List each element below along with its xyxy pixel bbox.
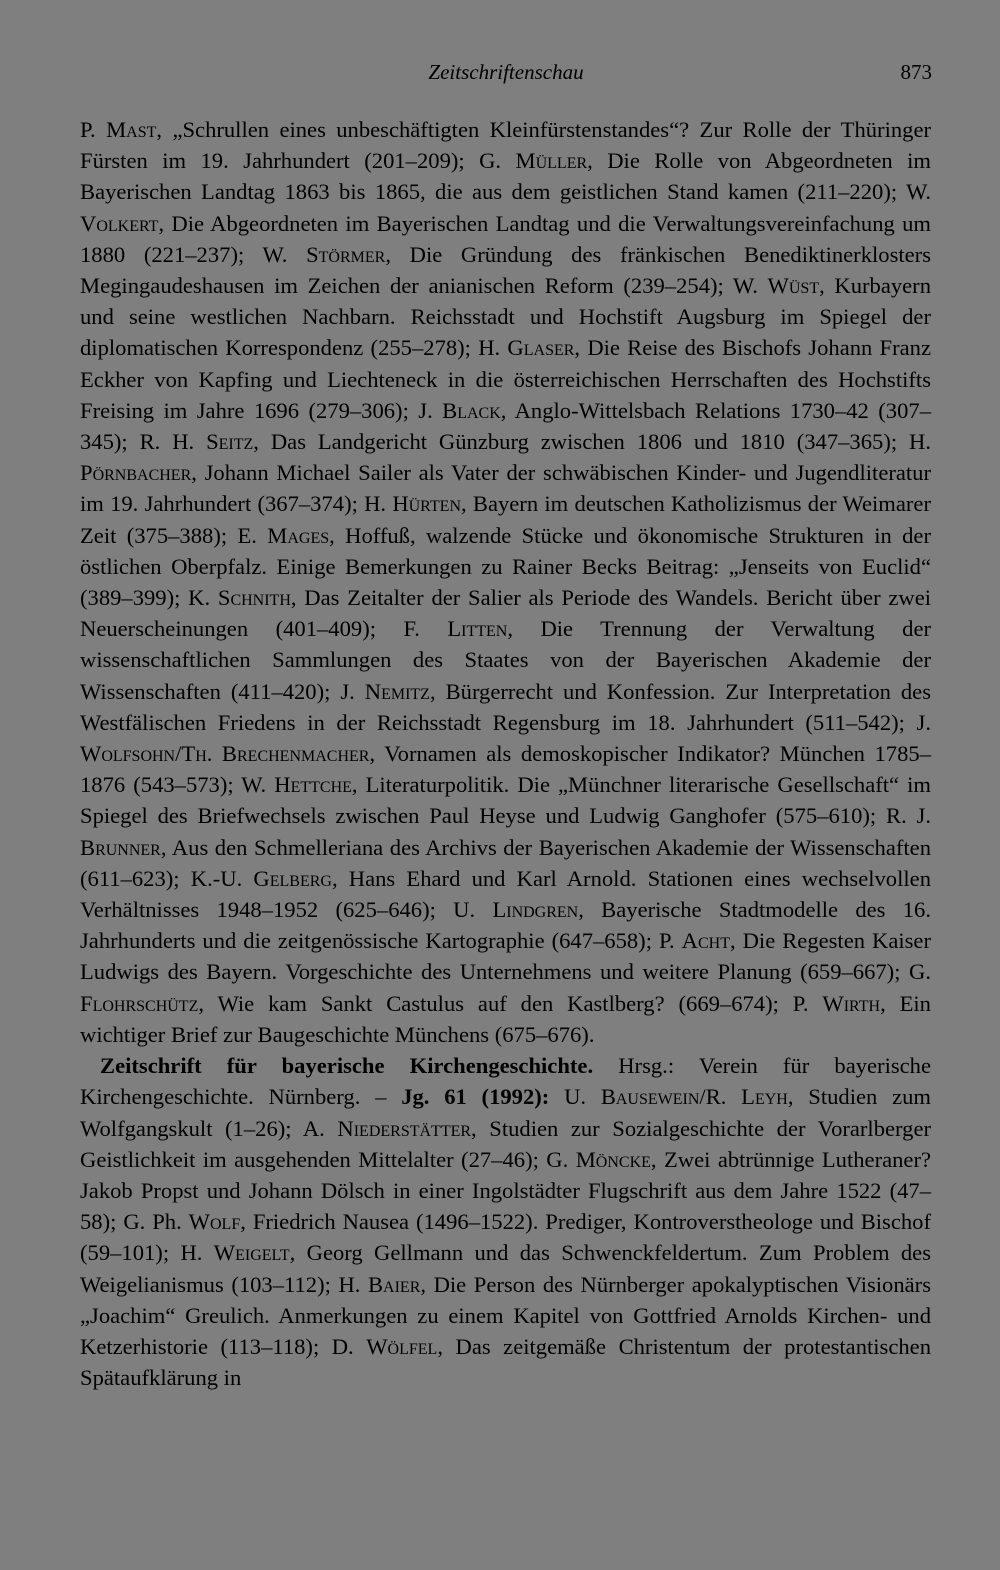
author-name: Lindgren	[492, 897, 579, 923]
author-name: Litten	[447, 616, 508, 642]
page-header	[80, 60, 932, 92]
text-run: , Aus den Schmelleriana des Archivs der Bayerischen Akademie der Wissenschaften (611–623); K.-U.	[80, 834, 931, 891]
text-run: , Bayern im deutschen Katholizismus der Weimarer Zeit (375–388); E.	[80, 491, 931, 548]
author-name: Black	[442, 397, 501, 423]
author-name: Wolf	[188, 1209, 241, 1235]
author-name: Nemitz	[364, 678, 430, 704]
author-name: Störmer	[306, 241, 386, 267]
author-name: Schnith	[217, 585, 291, 611]
author-name: Glaser	[507, 335, 575, 361]
text-run: , Georg Gellmann und das Schwenckfeldertum. Zum Problem des Weigelianismus (103–112); H.	[80, 1240, 931, 1297]
text-run: , Hans Ehard und Karl Arnold. Stationen eines wechselvollen Verhältnisses 1948–1952 (625–646); U.	[80, 865, 931, 923]
text-run: , Bayerische Stadtmodelle des 16. Jahrhunderts und die zeitgenössische Kartographie (647–658); P.	[80, 897, 932, 954]
page-number: 873	[900, 60, 932, 84]
body-text	[80, 114, 931, 1393]
text-run: , Die Trennung der Verwaltung der wissenschaftlichen Sammlungen des Staates von der Bayerischen Akademie der Wissenschaften (411–420); J.	[80, 616, 931, 704]
author-name: Flohrschütz	[80, 990, 199, 1016]
author-name: Acht	[681, 928, 730, 954]
author-name: Mages	[267, 522, 330, 548]
text-run: , Die Regesten Kaiser Ludwigs des Bayern. Vorgeschichte des Unternehmens und weitere Planung (659–667); G.	[80, 928, 931, 985]
paragraph-kirchengeschichte-entry	[80, 1050, 931, 1393]
text-run: , Studien zur Sozialgeschichte der Vorarlberger Geistlichkeit im ausgehenden Mittelalter (27–46); G.	[80, 1115, 932, 1172]
text-run: , Anglo-Wittelsbach Relations 1730–42 (307–345); R. H.	[80, 397, 931, 455]
text-run: , Kurbayern und seine westlichen Nachbarn. Reichsstadt und Hochstift Augsburg im Spiegel der diplomatischen Korrespondenz (255–278); H.	[80, 273, 931, 361]
text-run: , Literaturpolitik. Die „Münchner literarische Gesellschaft“ im Spiegel des Briefwechsels zwischen Paul Heyse und Ludwig Ganghofer (575–610); R. J.	[80, 772, 931, 829]
text-run: , Die Gründung des fränkischen Benediktinerklosters Megingaudeshausen im Zeichen der anianischen Reform (239–254); W.	[80, 241, 931, 299]
author-name: Hettche	[274, 772, 352, 798]
author-name: Pörnbacher	[80, 460, 192, 486]
running-title: Zeitschriftenschau	[428, 60, 584, 84]
author-name: Möncke	[575, 1146, 651, 1172]
author-name: Seitz	[206, 429, 254, 455]
text-run: , Vornamen als demoskopischer Indikator? München 1785–1876 (543–573); W.	[80, 741, 931, 798]
author-name: Gelberg	[253, 865, 332, 891]
text-run: U.	[549, 1084, 601, 1110]
text-run: , Das zeitgemäße Christentum der protestantischen Spätaufklärung in	[80, 1333, 931, 1391]
author-name: Baier	[367, 1271, 421, 1297]
author-name: Brunner	[80, 834, 161, 860]
text-run: , Hoffuß, walzende Stücke und ökonomische Strukturen in der östlichen Oberpfalz. Einige Bemerkungen zu Rainer Becks Beitrag: „Jenseits von Euclid“ (389–399); K.	[80, 522, 931, 611]
text-run: , Studien zum Wolfgangskult (1–26); A.	[80, 1084, 931, 1141]
author-name: Weigelt	[213, 1240, 290, 1266]
author-name: Müller	[515, 148, 588, 174]
text-run: P.	[80, 117, 107, 142]
bold-heading: Zeitschrift für bayerische Kirchengeschichte.	[100, 1053, 594, 1079]
bold-heading: Jg. 61 (1992):	[401, 1084, 550, 1110]
author-name: Wüst	[767, 273, 820, 299]
text-run: , Wie kam Sankt Castulus auf den Kastlberg? (669–674); P.	[198, 990, 823, 1016]
text-run: , „Schrullen eines unbeschäftigten Kleinfürstenstandes“? Zur Rolle der Thüringer Fürsten im 19. Jahrhundert (201–209); G.	[80, 117, 932, 174]
author-name: Niederstätter	[337, 1115, 472, 1141]
text-run: , Das Zeitalter der Salier als Periode des Wandels. Bericht über zwei Neuerscheinungen (401–409); F.	[80, 585, 931, 642]
text-run: , Friedrich Nausea (1496–1522). Prediger, Kontroverstheologe und Bischof (59–101); H.	[80, 1209, 931, 1266]
text-run: , Das Landgericht Günzburg zwischen 1806 und 1810 (347–365); H.	[253, 429, 931, 455]
text-run: , Die Person des Nürnberger apokalyptischen Visionärs „Joachim“ Greulich. Anmerkungen zu einem Kapitel von Gottfried Arnolds Kirchen- und Ketzerhistorie (113–118); D.	[80, 1271, 931, 1359]
text-run: , Bürgerrecht und Konfession. Zur Interpretation des Westfälischen Friedens in der Reichsstadt Regensburg im 18. Jahrhundert (511–542); J.	[80, 678, 931, 735]
text-run: , Die Rolle von Abgeordneten im Bayerischen Landtag 1863 bis 1865, die aus dem geistlichen Stand kamen (211–220); W.	[80, 148, 931, 205]
text-run: Hrsg.: Verein für bayerische Kirchengeschichte. Nürnberg. –	[80, 1053, 931, 1110]
text-run: , Die Abgeordneten im Bayerischen Landtag und die Verwaltungsvereinfachung um 1880 (221–237); W.	[80, 210, 931, 267]
text-run: , Zwei abtrünnige Lutheraner? Jakob Propst und Johann Dölsch in einer Ingolstädter Flugschrift aus dem Jahre 1522 (47–58); G. Ph.	[80, 1146, 932, 1235]
author-name: Hürten	[392, 491, 461, 517]
author-name: Mast	[106, 117, 157, 142]
text-run: , Ein wichtiger Brief zur Baugeschichte Münchens (675–676).	[80, 990, 931, 1047]
author-name: Wölfel	[366, 1333, 438, 1359]
author-name: Volkert	[80, 210, 159, 236]
author-name: Bausewein/R. Leyh	[600, 1084, 788, 1110]
text-run: , Johann Michael Sailer als Vater der schwäbischen Kinder- und Jugendliteratur im 19. Jahrhundert (367–374); H.	[80, 460, 931, 517]
text-run: , Die Reise des Bischofs Johann Franz Eckher von Kapfing und Liechteneck in die österreichischen Herrschaften des Hochstifts Freising im Jahre 1696 (279–306); J.	[80, 335, 931, 423]
paragraph-journal-entries	[80, 114, 931, 1050]
author-name: Wirth	[822, 990, 881, 1016]
author-name: Wolfsohn/Th. Brechenmacher	[80, 741, 370, 767]
